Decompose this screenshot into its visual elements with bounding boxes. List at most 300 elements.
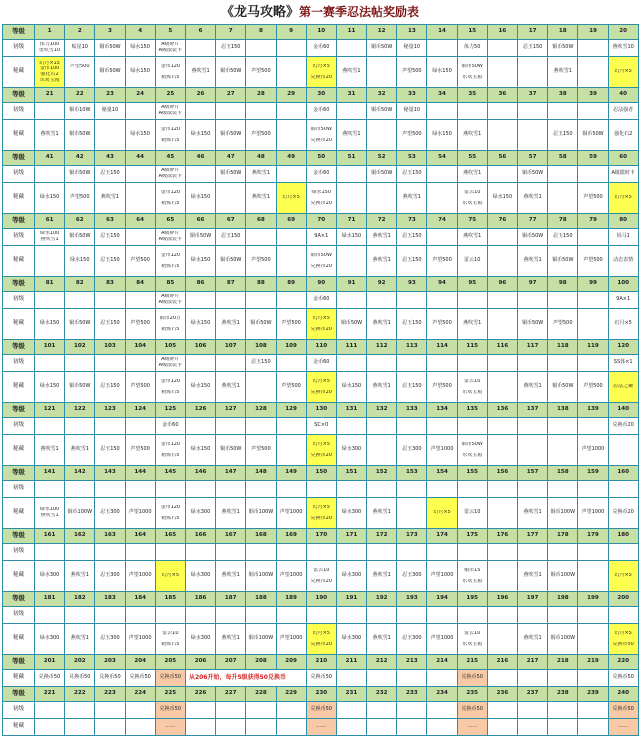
reward-cell: 铜币50W: [367, 166, 397, 183]
reward-cell: 铜币50W: [518, 166, 548, 183]
level-number: 194: [427, 592, 457, 607]
reward-cell: A级限时卡: [608, 166, 638, 183]
level-number: 193: [397, 592, 427, 607]
reward-cell: [578, 292, 608, 309]
reward-cell: [216, 481, 246, 498]
reward-cell: [457, 624, 487, 655]
level-number: 43: [95, 151, 125, 166]
reward-cell: [336, 719, 366, 736]
reward-cell: 忍法强者: [608, 103, 638, 120]
reward-cell: 燕吹雪1: [457, 120, 487, 151]
reward-cell: [246, 607, 276, 624]
level-number: 138: [548, 403, 578, 418]
level-number: 127: [216, 403, 246, 418]
level-number: 134: [427, 403, 457, 418]
level-number: 112: [367, 340, 397, 355]
level-number: 207: [216, 655, 246, 670]
level-number: 42: [65, 151, 95, 166]
reward-cell: 声望1000: [276, 498, 306, 529]
reward-cell: [487, 481, 517, 498]
reward-text: 幻月×5: [312, 441, 330, 447]
reward-cell: 声望1000: [276, 624, 306, 655]
level-number: 32: [367, 88, 397, 103]
basic-reward-row: [3, 166, 639, 183]
advanced-reward-row: [3, 435, 639, 466]
advanced-label: 秘藏: [3, 183, 35, 214]
level-number: 57: [518, 151, 548, 166]
reward-cell: 忍玉300: [95, 561, 125, 592]
level-number: 213: [397, 655, 427, 670]
basic-label: 初级: [3, 103, 35, 120]
basic-label: 初级: [3, 292, 35, 309]
reward-cell: 绿水150: [35, 183, 65, 214]
level-number: 150: [306, 466, 336, 481]
level-number: 67: [216, 214, 246, 229]
reward-cell: [216, 418, 246, 435]
level-number: 126: [185, 403, 215, 418]
level-number: 10: [306, 25, 336, 40]
reward-cell: 忍玉300: [95, 498, 125, 529]
level-number: 219: [578, 655, 608, 670]
level-number: 131: [336, 403, 366, 418]
level-number: 65: [155, 214, 185, 229]
level-number: 66: [185, 214, 215, 229]
reward-cell: [216, 544, 246, 561]
reward-cell: [65, 57, 95, 88]
level-number: 107: [216, 340, 246, 355]
reward-cell: [246, 292, 276, 309]
reward-text: 金币120: [160, 189, 181, 195]
reward-cell: ……: [155, 719, 185, 736]
level-number: 73: [397, 214, 427, 229]
level-number: 30: [306, 88, 336, 103]
reward-cell: [216, 292, 246, 309]
reward-cell: 燕吹雪1: [216, 624, 246, 655]
reward-cell: [306, 309, 336, 340]
reward-text: 幻月×5: [614, 195, 632, 201]
reward-cell: [367, 670, 397, 687]
reward-cell: [155, 481, 185, 498]
reward-cell: [397, 498, 427, 529]
reward-cell: 铜币100W: [246, 498, 276, 529]
reward-cell: [457, 57, 487, 88]
level-number: 214: [427, 655, 457, 670]
reward-cell: [578, 670, 608, 687]
level-label: 等级: [3, 687, 35, 702]
level-number: 176: [487, 529, 517, 544]
reward-cell: [35, 498, 65, 529]
level-header-row: [3, 529, 639, 544]
reward-text: 绿水150: [311, 189, 332, 195]
level-number: 98: [548, 277, 578, 292]
reward-cell: [246, 372, 276, 403]
reward-text: 铜币50W: [461, 63, 483, 69]
reward-cell: [548, 435, 578, 466]
reward-cell: [487, 120, 517, 151]
reward-cell: 兑换币50: [306, 670, 336, 687]
reward-text: A级碎片: [161, 231, 180, 237]
reward-cell: 金币60: [306, 40, 336, 57]
reward-cell: 燕吹雪1: [457, 166, 487, 183]
reward-cell: 铜币50W: [65, 309, 95, 340]
reward-cell: [185, 418, 215, 435]
level-number: 196: [487, 592, 517, 607]
reward-cell: 燕吹雪1: [65, 561, 95, 592]
reward-cell: [578, 481, 608, 498]
level-number: 192: [367, 592, 397, 607]
reward-cell: [548, 719, 578, 736]
reward-text: [65, 75, 94, 81]
reward-cell: 绿水150: [487, 183, 517, 214]
reward-cell: 铜币100W: [246, 624, 276, 655]
reward-cell: [548, 607, 578, 624]
level-number: 123: [95, 403, 125, 418]
reward-cell: 绿水150: [336, 229, 366, 246]
level-number: 122: [65, 403, 95, 418]
level-number: 125: [155, 403, 185, 418]
exchange-reward-row: [3, 702, 639, 719]
reward-text: 金币120: [160, 252, 181, 258]
reward-cell: 绿水150: [185, 246, 215, 277]
level-number: 190: [306, 592, 336, 607]
level-number: 58: [548, 151, 578, 166]
level-number: 226: [185, 687, 215, 702]
reward-text: 兑换币20: [310, 515, 332, 521]
level-number: 18: [548, 25, 578, 40]
reward-cell: 燕吹雪1: [518, 561, 548, 592]
level-number: 161: [35, 529, 65, 544]
level-number: 200: [608, 592, 638, 607]
reward-cell: [155, 355, 185, 372]
reward-cell: 燕吹雪1: [367, 498, 397, 529]
reward-cell: 声望500: [578, 183, 608, 214]
reward-cell: 燕吹雪1: [457, 309, 487, 340]
reward-cell: [427, 544, 457, 561]
reward-text: 兑换币20: [310, 74, 332, 80]
reward-cell: 绿水150: [336, 372, 366, 403]
basic-label: 初级: [3, 40, 35, 57]
level-number: 238: [548, 687, 578, 702]
level-number: 22: [65, 88, 95, 103]
level-label: 等级: [3, 277, 35, 292]
reward-cell: 声望500: [246, 435, 276, 466]
reward-cell: 声望500: [125, 435, 155, 466]
reward-cell: [276, 481, 306, 498]
reward-cell: [427, 355, 457, 372]
level-number: 84: [125, 277, 155, 292]
reward-text: 乐欢宝箱: [462, 641, 483, 647]
reward-text: 金币100: [39, 66, 60, 72]
level-number: 220: [608, 655, 638, 670]
level-number: 71: [336, 214, 366, 229]
reward-cell: [397, 481, 427, 498]
level-number: 208: [246, 655, 276, 670]
reward-cell: 雷云10: [457, 498, 487, 529]
level-header-row: [3, 214, 639, 229]
reward-text: 精炼石5: [161, 137, 180, 143]
reward-cell: [276, 57, 306, 88]
reward-cell: [548, 166, 578, 183]
level-number: 145: [155, 466, 185, 481]
reward-cell: ……: [306, 719, 336, 736]
level-number: 37: [518, 88, 548, 103]
reward-cell: [457, 607, 487, 624]
level-number: 12: [367, 25, 397, 40]
level-number: 142: [65, 466, 95, 481]
reward-cell: [35, 229, 65, 246]
reward-cell: 燕吹雪1: [35, 435, 65, 466]
level-number: 55: [457, 151, 487, 166]
reward-cell: [155, 561, 185, 592]
reward-cell: 兑换币20: [608, 418, 638, 435]
reward-text: 金币120: [160, 378, 181, 384]
level-number: 31: [336, 88, 366, 103]
reward-cell: [336, 702, 366, 719]
reward-cell: 声望500: [548, 309, 578, 340]
reward-cell: [35, 481, 65, 498]
reward-cell: [35, 246, 65, 277]
exchange-reward-row: [3, 719, 639, 736]
reward-cell: 铜币100W: [65, 498, 95, 529]
reward-cell: [487, 544, 517, 561]
level-number: 70: [306, 214, 336, 229]
level-number: 136: [487, 403, 517, 418]
reward-cell: [95, 355, 125, 372]
reward-cell: [608, 435, 638, 466]
level-number: 195: [457, 592, 487, 607]
reward-cell: 声望500: [246, 57, 276, 88]
reward-cell: 燕吹雪1: [216, 309, 246, 340]
reward-cell: [367, 719, 397, 736]
reward-cell: [185, 719, 215, 736]
basic-reward-row: [3, 103, 639, 120]
reward-cell: 燕吹雪1: [518, 372, 548, 403]
reward-cell: [397, 418, 427, 435]
basic-reward-row: [3, 229, 639, 246]
reward-cell: [276, 120, 306, 151]
reward-cell: 妈马1: [608, 229, 638, 246]
reward-cell: [518, 544, 548, 561]
reward-cell: 声望500: [125, 309, 155, 340]
reward-cell: 忍玉150: [397, 309, 427, 340]
reward-text: 铜币50W: [461, 441, 483, 447]
level-number: 188: [246, 592, 276, 607]
reward-text: 精炼石5: [161, 326, 180, 332]
reward-cell: [185, 166, 215, 183]
reward-cell: 绿水150: [185, 309, 215, 340]
level-number: 23: [95, 88, 125, 103]
reward-cell: 铜币50W: [95, 40, 125, 57]
reward-cell: [578, 309, 608, 340]
reward-cell: [518, 418, 548, 435]
reward-cell: 声望500: [578, 246, 608, 277]
level-number: 217: [518, 655, 548, 670]
reward-cell: 绿水300: [336, 561, 366, 592]
advanced-reward-row: [3, 246, 639, 277]
level-number: 237: [518, 687, 548, 702]
advanced-reward-row: [3, 561, 639, 592]
level-number: 24: [125, 88, 155, 103]
level-number: 140: [608, 403, 638, 418]
reward-text: 精炼石5: [161, 641, 180, 647]
reward-cell: 燕吹雪10: [608, 40, 638, 57]
basic-label: 初级: [3, 607, 35, 624]
reward-cell: [155, 435, 185, 466]
reward-cell: [95, 719, 125, 736]
level-number: 87: [216, 277, 246, 292]
reward-cell: [276, 166, 306, 183]
reward-text: 乐欢宝箱: [462, 389, 483, 395]
level-number: 19: [578, 25, 608, 40]
reward-text: 绿水100: [39, 507, 60, 513]
reward-cell: [125, 229, 155, 246]
level-number: 27: [216, 88, 246, 103]
reward-cell: 声望500: [246, 120, 276, 151]
level-number: 47: [216, 151, 246, 166]
reward-cell: 绿水300: [35, 561, 65, 592]
reward-cell: [95, 702, 125, 719]
reward-text: 幻月×5: [614, 573, 632, 579]
level-label: 等级: [3, 340, 35, 355]
reward-cell: 绿水150: [65, 246, 95, 277]
reward-cell: 9A×1: [608, 292, 638, 309]
level-number: 153: [397, 466, 427, 481]
level-number: 239: [578, 687, 608, 702]
reward-cell: [246, 719, 276, 736]
reward-cell: [35, 418, 65, 435]
reward-text: 幻月×5: [312, 630, 330, 636]
level-number: 215: [457, 655, 487, 670]
level-number: 91: [336, 277, 366, 292]
reward-cell: 铜币50W: [95, 57, 125, 88]
reward-text: A级碎片: [161, 42, 180, 48]
reward-cell: 铜币50W: [185, 229, 215, 246]
level-number: 128: [246, 403, 276, 418]
reward-cell: [427, 498, 457, 529]
reward-cell: 绿水150: [125, 120, 155, 151]
level-number: 184: [125, 592, 155, 607]
reward-cell: [306, 183, 336, 214]
reward-cell: [548, 544, 578, 561]
level-number: 170: [306, 529, 336, 544]
reward-cell: [65, 702, 95, 719]
level-number: 59: [578, 151, 608, 166]
reward-cell: 兑换币50: [95, 670, 125, 687]
reward-cell: [216, 355, 246, 372]
reward-cell: 铜币50W: [65, 120, 95, 151]
reward-cell: [95, 418, 125, 435]
reward-cell: [367, 57, 397, 88]
basic-reward-row: [3, 40, 639, 57]
reward-cell: [276, 229, 306, 246]
level-number: 89: [276, 277, 306, 292]
level-label: 等级: [3, 655, 35, 670]
reward-cell: 绿水300: [336, 435, 366, 466]
reward-cell: 铜币100W: [548, 498, 578, 529]
level-number: 44: [125, 151, 155, 166]
level-header-row: [3, 277, 639, 292]
reward-cell: [608, 372, 638, 403]
reward-cell: [427, 292, 457, 309]
reward-text: 燕吹雪1: [40, 513, 59, 518]
reward-cell: 声望1000: [578, 435, 608, 466]
level-number: 189: [276, 592, 306, 607]
level-number: 54: [427, 151, 457, 166]
reward-cell: [336, 292, 366, 309]
level-number: 171: [336, 529, 366, 544]
advanced-reward-row: [3, 57, 639, 88]
reward-cell: 声望500: [397, 57, 427, 88]
reward-cell: 声望500: [578, 372, 608, 403]
level-number: 175: [457, 529, 487, 544]
reward-cell: SS体×1: [608, 355, 638, 372]
level-number: 38: [548, 88, 578, 103]
reward-cell: [65, 292, 95, 309]
reward-cell: 忍玉150: [246, 355, 276, 372]
reward-cell: [35, 702, 65, 719]
level-number: 74: [427, 214, 457, 229]
reward-cell: [125, 355, 155, 372]
advanced-label: 秘藏: [3, 624, 35, 655]
level-number: 3: [95, 25, 125, 40]
reward-cell: 兑换币50: [35, 670, 65, 687]
reward-text: 乐欢宝箱: [462, 452, 483, 458]
level-number: 231: [336, 687, 366, 702]
reward-cell: [155, 246, 185, 277]
level-number: 63: [95, 214, 125, 229]
reward-cell: [518, 57, 548, 88]
level-label: 等级: [3, 403, 35, 418]
reward-cell: [487, 624, 517, 655]
reward-cell: [155, 309, 185, 340]
advanced-reward-row: [3, 309, 639, 340]
reward-cell: 声望500: [125, 246, 155, 277]
reward-cell: [336, 418, 366, 435]
reward-cell: 绿水150: [35, 372, 65, 403]
level-label: 等级: [3, 151, 35, 166]
level-number: 76: [487, 214, 517, 229]
level-number: 141: [35, 466, 65, 481]
reward-cell: [608, 624, 638, 655]
reward-cell: [487, 166, 517, 183]
reward-cell: 燕吹雪1: [65, 624, 95, 655]
reward-cell: [578, 57, 608, 88]
advanced-label: 秘藏: [3, 498, 35, 529]
level-number: 228: [246, 687, 276, 702]
reward-cell: 铜币50W: [216, 120, 246, 151]
reward-cell: [216, 103, 246, 120]
reward-cell: 绿水150: [35, 309, 65, 340]
level-number: 216: [487, 655, 517, 670]
reward-cell: [578, 166, 608, 183]
reward-cell: 兑换币50: [155, 702, 185, 719]
level-number: 46: [185, 151, 215, 166]
reward-text: 兑换币50: [612, 641, 634, 647]
reward-cell: [487, 561, 517, 592]
level-number: 106: [185, 340, 215, 355]
level-number: 172: [367, 529, 397, 544]
reward-cell: 绿水300: [185, 561, 215, 592]
reward-cell: [487, 670, 517, 687]
reward-cell: [518, 292, 548, 309]
reward-cell: 燕吹雪1: [65, 435, 95, 466]
level-number: 151: [336, 466, 366, 481]
reward-cell: [35, 103, 65, 120]
reward-cell: [518, 607, 548, 624]
reward-cell: [306, 498, 336, 529]
level-number: 158: [548, 466, 578, 481]
reward-cell: 声望500: [427, 372, 457, 403]
